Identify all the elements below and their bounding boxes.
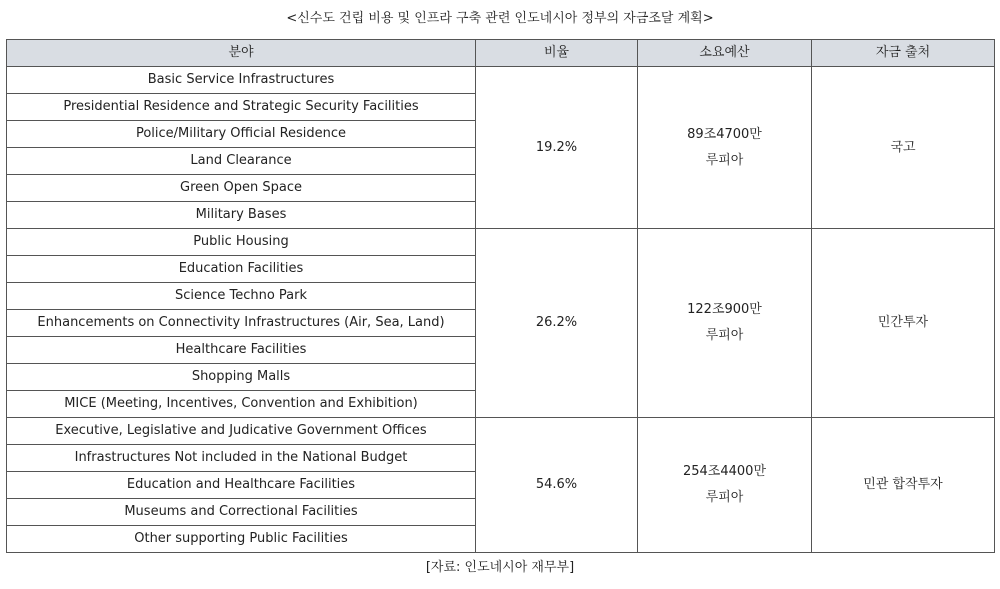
- field-cell: MICE (Meeting, Incentives, Convention and Exhibition): [7, 391, 476, 418]
- field-cell: Science Techno Park: [7, 283, 476, 310]
- table-header-row: [7, 40, 995, 67]
- table-row: [7, 229, 995, 256]
- field-cell: Shopping Malls: [7, 364, 476, 391]
- field-cell: Presidential Residence and Strategic Security Facilities: [7, 94, 476, 121]
- field-cell: Education and Healthcare Facilities: [7, 472, 476, 499]
- source-cell: 민관 합작투자: [812, 418, 995, 553]
- budget-amount: 254조4400만: [682, 464, 766, 479]
- field-cell: Executive, Legislative and Judicative Government Offices: [7, 418, 476, 445]
- budget-amount: 122조900만: [687, 302, 762, 317]
- funding-plan-table: [6, 39, 995, 553]
- source-note: [자료: 인도네시아 재무부]: [425, 560, 575, 575]
- field-cell: Enhancements on Connectivity Infrastructures (Air, Sea, Land): [7, 310, 476, 337]
- budget-unit: 루피아: [705, 152, 744, 168]
- field-cell: Education Facilities: [7, 256, 476, 283]
- field-cell: Land Clearance: [7, 148, 476, 175]
- ratio-cell: 26.2%: [476, 229, 638, 418]
- budget-cell: [638, 229, 812, 418]
- budget-cell: [638, 418, 812, 553]
- budget-cell: [638, 67, 812, 229]
- ratio-cell: 54.6%: [476, 418, 638, 553]
- field-cell: Healthcare Facilities: [7, 337, 476, 364]
- header-budget: 소요예산: [638, 40, 812, 67]
- field-cell: Military Bases: [7, 202, 476, 229]
- ratio-cell: 19.2%: [476, 67, 638, 229]
- header-field: 분야: [7, 40, 476, 67]
- header-ratio: 비율: [476, 40, 638, 67]
- page-title: <신수도 건립 비용 및 인프라 구축 관련 인도네시아 정부의 자금조달 계획>: [286, 11, 714, 26]
- source-cell: 국고: [812, 67, 995, 229]
- field-cell: Museums and Correctional Facilities: [7, 499, 476, 526]
- header-source: 자금 출처: [812, 40, 995, 67]
- field-cell: Public Housing: [7, 229, 476, 256]
- table-row: [7, 418, 995, 445]
- field-cell: Basic Service Infrastructures: [7, 67, 476, 94]
- field-cell: Infrastructures Not included in the National Budget: [7, 445, 476, 472]
- field-cell: Police/Military Official Residence: [7, 121, 476, 148]
- budget-unit: 루피아: [705, 328, 744, 343]
- field-cell: Other supporting Public Facilities: [7, 526, 476, 553]
- source-cell: 민간투자: [812, 229, 995, 418]
- table-row: [7, 67, 995, 94]
- budget-amount: 89조4700만: [687, 126, 762, 142]
- field-cell: Green Open Space: [7, 175, 476, 202]
- budget-unit: 루피아: [705, 490, 744, 505]
